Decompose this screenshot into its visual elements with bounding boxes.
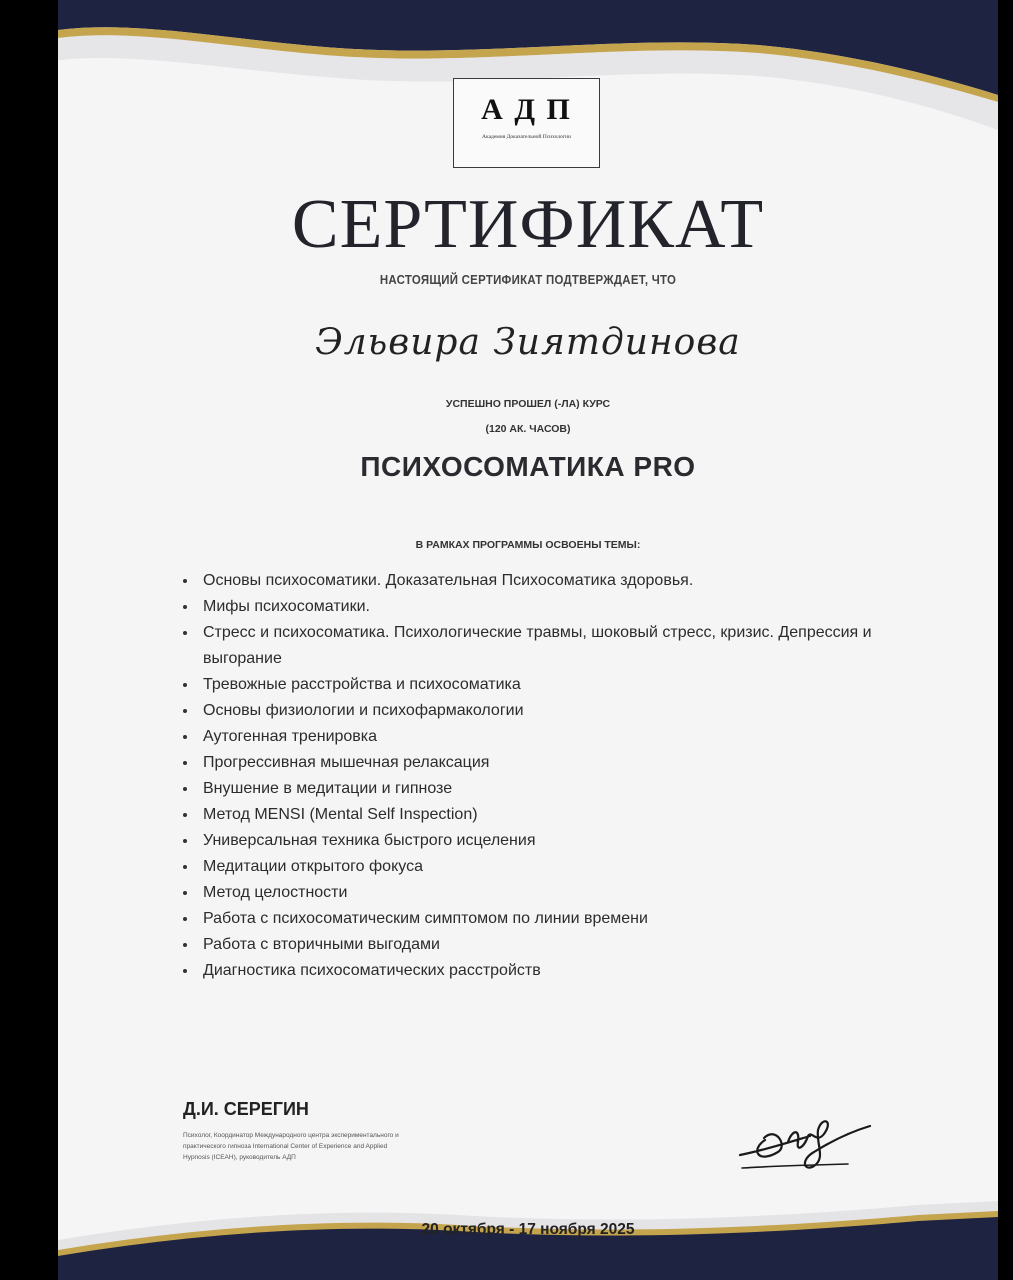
topics-heading: В РАМКАХ ПРОГРАММЫ ОСВОЕНЫ ТЕМЫ:	[415, 539, 641, 551]
signer-description: Психолог, Координатор Международного центра экспериментального и практического гипноза International Center of Experience and Applied Hypnosis (ICEAH), руководитель АДП	[183, 1132, 399, 1161]
topic-item: Метод MENSI (Mental Self Inspection)	[178, 802, 878, 828]
course-title: ПСИХОСОМАТИКА PRO	[360, 451, 696, 482]
topic-item: Прогрессивная мышечная релаксация	[178, 750, 878, 776]
adp-logo	[453, 78, 600, 168]
confirm-text: НАСТОЯЩИЙ СЕРТИФИКАТ ПОДТВЕРЖДАЕТ, ЧТО	[379, 272, 677, 287]
topic-item: Аутогенная тренировка	[178, 724, 878, 750]
logo-letters: А Д П	[481, 93, 572, 126]
course-dates: 20 октября - 17 ноября 2025	[421, 1221, 635, 1238]
topic-item: Внушение в медитации и гипнозе	[178, 776, 878, 802]
recipient-name: Эльвира Зиятдинова	[315, 322, 741, 363]
signer-name: Д.И. СЕРЕГИН	[183, 1099, 309, 1119]
topic-item: Медитации открытого фокуса	[178, 854, 878, 880]
topic-item: Стресс и психосоматика. Психологические травмы, шоковый стресс, кризис. Депрессия и выгорание	[178, 620, 878, 672]
topic-item: Основы психосоматики. Доказательная Психосоматика здоровья.	[178, 568, 878, 594]
logo-subtitle: Академия Доказательной Психологии	[482, 134, 571, 140]
topic-item: Мифы психосоматики.	[178, 594, 878, 620]
topic-item: Основы физиологии и психофармакологии	[178, 698, 878, 724]
topic-item: Тревожные расстройства и психосоматика	[178, 672, 878, 698]
topics-list	[178, 568, 878, 984]
signature-icon	[730, 1100, 880, 1180]
topic-item: Метод целостности	[178, 880, 878, 906]
topic-item: Диагностика психосоматических расстройств	[178, 958, 878, 984]
topic-item: Работа с психосоматическим симптомом по линии времени	[178, 906, 878, 932]
course-intro: УСПЕШНО ПРОШЕЛ (-ЛА) КУРС	[445, 398, 611, 410]
topic-item: Работа с вторичными выгодами	[178, 932, 878, 958]
certificate-page	[58, 0, 998, 1280]
course-hours: (120 АК. ЧАСОВ)	[485, 423, 571, 435]
certificate-title: СЕРТИФИКАТ	[291, 186, 765, 263]
topic-item: Универсальная техника быстрого исцеления	[178, 828, 878, 854]
